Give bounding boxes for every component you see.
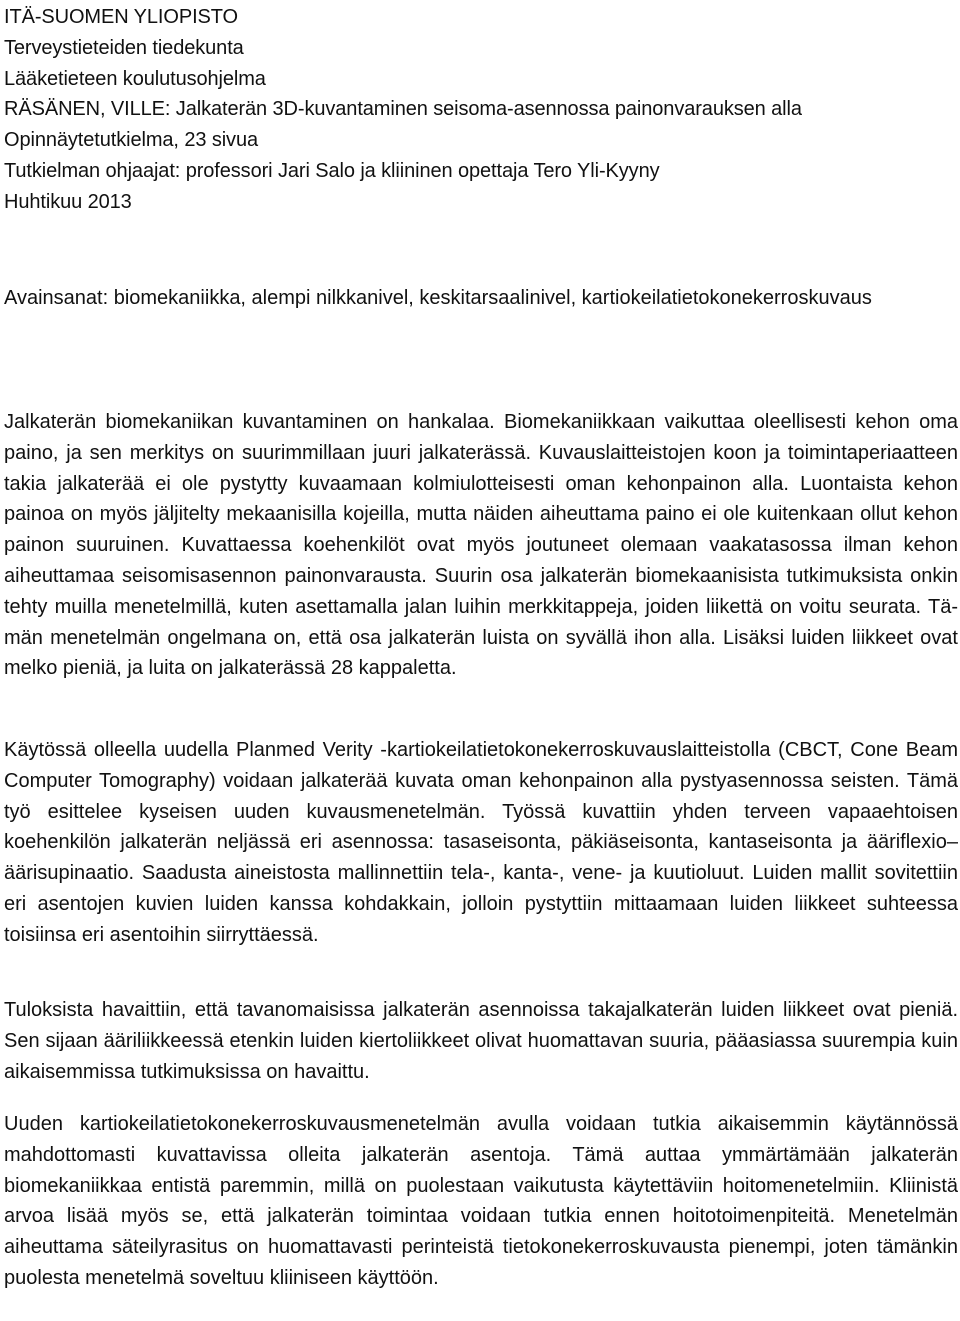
abstract-paragraph-conclusions: Uuden kartiokeilatietokonekerroskuvausmenetelmän avulla voidaan tutkia aikaisemmin käytännössä mahdottomasti kuvattavissa olleita jalkaterän asentoja. Tämä auttaa ymmärtämään jalkaterän biomekaniikkaa entistä paremmin, millä on puolestaan vaikutusta käytettäviin hoitomenetelmiin. Kliinistä arvoa lisää myös se, että jalkaterän toimintaa voidaan tutkia ennen hoitotoimenpiteitä. Menetelmän aiheuttama säteilyrasitus on huomattavasti perinteistä tietokonekerroskuvausta pienempi, joten tämänkin puolesta menetelmä soveltuu kliiniseen käyttöön. — [4, 1113, 958, 1289]
supervisors: Tutkielman ohjaajat: professori Jari Salo ja kliininen opettaja Tero Yli-Kyyny — [4, 159, 660, 182]
document-page — [4, 0, 958, 1289]
abstract-paragraph-methods: Käytössä olleella uudella Planmed Verity -kartiokeilatietokonekerroskuvauslaitteistolla (CBCT, Cone Beam Computer Tomography) voidaan jalkaterää kuvata oman kehonpainon alla pystyasennossa seisten. Tämä työ esittelee kyseisen uuden kuvausmenetelmän. Työssä kuvattiin yhden terveen vapaaehtoisen koehenkilön jalkaterän neljässä eri asennossa: tasaseisonta, päkiäseisonta, kantaseisonta ja ääriflexio–äärisupinaatio. Saadusta aineistosta mallinnettiin tela-, kanta-, vene- ja kuutioluut. Luiden mallit sovitettiin eri asentojen kuvien luiden kanssa kohdakkain, jolloin pystyttiin mittaamaan luiden liikkeet suhteessa toisiinsa eri asentoihin siirryttäessä. — [4, 739, 958, 946]
faculty-name: Terveystieteiden tiedekunta — [4, 36, 244, 59]
thesis-info: Opinnäytetutkielma, 23 sivua — [4, 129, 259, 152]
university-name: ITÄ-SUOMEN YLIOPISTO — [4, 6, 238, 28]
keywords: Avainsanat: biomekaniikka, alempi nilkkanivel, keskitarsaalinivel, kartiokeilatietokonekerroskuvaus — [4, 287, 872, 309]
thesis-date: Huhtikuu 2013 — [4, 190, 132, 213]
abstract-paragraph-results: Tuloksista havaittiin, että tavanomaisissa jalkaterän asennoissa takajalkaterän luiden liikkeet ovat pieniä. Sen sijaan ääriliikkeessä etenkin luiden kiertoliikkeet olivat huomattavan suuria, pääasiassa suurempia kuin aikaisemmissa tutkimuksissa on havaittu. — [4, 999, 958, 1083]
programme-name: Lääketieteen koulutusohjelma — [4, 67, 266, 90]
abstract-header — [4, 2, 958, 218]
abstract-paragraph-background: Jalkaterän biomekaniikan kuvantaminen on hankalaa. Biomekaniikkaan vaikuttaa oleellisesti kehon oma paino, ja sen merkitys on suurimmillaan juuri jalkaterässä. Kuvauslaitteistojen koon ja toimintaperiaatteen takia jalkaterää ei ole pystytty kuvaamaan kolmiulotteisesti oman kehonpainon alla. Luontaista kehon painoa on myös jäljitelty mekaanisilla kojeilla, mutta näiden aiheuttama paino ei ole kuitenkaan ollut kehon painon suuruinen. Kuvattaessa koehenkilöt ovat myös joutuneet olemaan vaakatasossa ilman kehon aiheuttamaa seisomisasennon painonvarausta. Suurin osa jalkaterän biomekaanisista tutkimuksista onkin tehty muilla menetelmillä, kuten asettamalla jalan luihin merkkitappeja, joiden liikettä on voitu seurata. Tämän menetelmän ongelmana on, että osa jalkaterän luista on syvällä ihon alla. Lisäksi luiden liikkeet ovat melko pieniä, ja luita on jalkaterässä 28 kappaletta. — [4, 411, 958, 680]
author-and-title: RÄSÄNEN, VILLE: Jalkaterän 3D-kuvantaminen seisoma-asennossa painonvarauksen alla — [4, 98, 802, 121]
